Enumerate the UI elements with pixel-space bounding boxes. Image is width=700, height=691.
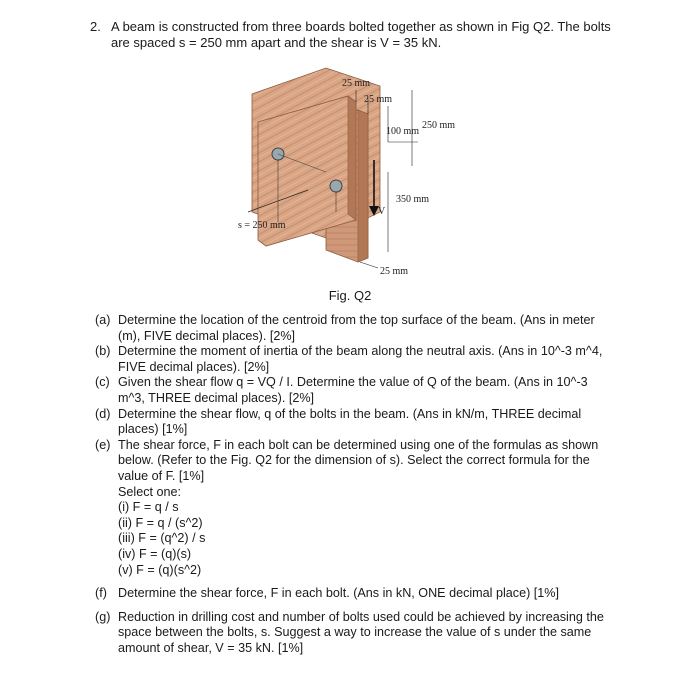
option-item: (iv) F = (q)(s) (118, 546, 192, 561)
part-a (95, 313, 615, 344)
option-item: (i) F = q / s (118, 500, 179, 515)
option-item: (v) F = (q)(s^2) (118, 562, 202, 577)
part-e (95, 438, 615, 578)
part-b (95, 344, 615, 375)
shear-label: V (378, 206, 386, 217)
part-text: The shear force, F in each bolt can be determined using one of the formulas as shown below. (Refer to the Fig. Q2 for the dimension of s). Select the correct formula for the value of F. [1%] (118, 437, 599, 483)
part-label: (b) (95, 344, 111, 359)
dim-label-top-left: 25 mm (342, 78, 371, 89)
dim-label-top-right: 25 mm (364, 94, 393, 105)
part-label: (d) (95, 406, 111, 421)
part-label: (c) (95, 375, 110, 390)
option-item: (iii) F = (q^2) / s (118, 531, 206, 546)
beam-figure (238, 62, 478, 284)
part-f (95, 586, 615, 602)
part-g (95, 610, 615, 657)
question-text: A beam is constructed from three boards bolted together as shown in Fig Q2. The bolts are spaced s = 250 mm apart and the shear is V = 35 kN. (111, 19, 611, 50)
question-header (90, 19, 630, 51)
part-text: Given the shear flow q = VQ / I. Determine the value of Q of the beam. (Ans in 10^-3 m^3, THREE decimal places). [2%] (118, 375, 588, 405)
select-prompt: Select one: (118, 484, 182, 499)
dim-label-web-height: 350 mm (396, 194, 430, 205)
select-options (118, 485, 615, 579)
dim-label-outer-height: 250 mm (422, 120, 456, 131)
figure-caption: Fig. Q2 (328, 288, 372, 303)
part-label: (f) (95, 586, 107, 601)
part-d (95, 407, 615, 438)
question-parts (95, 313, 615, 656)
part-label: (g) (95, 609, 111, 624)
dim-label-bottom: 25 mm (380, 266, 409, 277)
part-text: Determine the shear force, F in each bolt. (Ans in kN, ONE decimal place) [1%] (118, 586, 559, 601)
part-text: Determine the moment of inertia of the beam along the neutral axis. (Ans in 10^-3 m^4, FIVE decimal places). [2%] (118, 344, 603, 374)
bolt-icon (330, 180, 342, 192)
question-number: 2. (90, 19, 101, 34)
part-text: Reduction in drilling cost and number of bolts used could be achieved by increasing the space between the bolts, s. Suggest a way to increase the value of s under the same amount of shear, V = 35 kN. [1%] (118, 609, 604, 655)
part-text: Determine the shear flow, q of the bolts in the beam. (Ans in kN/m, THREE decimal places) [1%] (118, 406, 582, 437)
part-label: (e) (95, 437, 111, 452)
dim-label-spacing: s = 250 mm (238, 220, 286, 231)
part-c (95, 375, 615, 406)
option-item: (ii) F = q / (s^2) (118, 515, 203, 530)
dim-label-inner-height: 100 mm (386, 126, 420, 137)
part-text: Determine the location of the centroid from the top surface of the beam. (Ans in meter (m), FIVE decimal places). [2%] (118, 313, 595, 343)
part-label: (a) (95, 313, 111, 327)
